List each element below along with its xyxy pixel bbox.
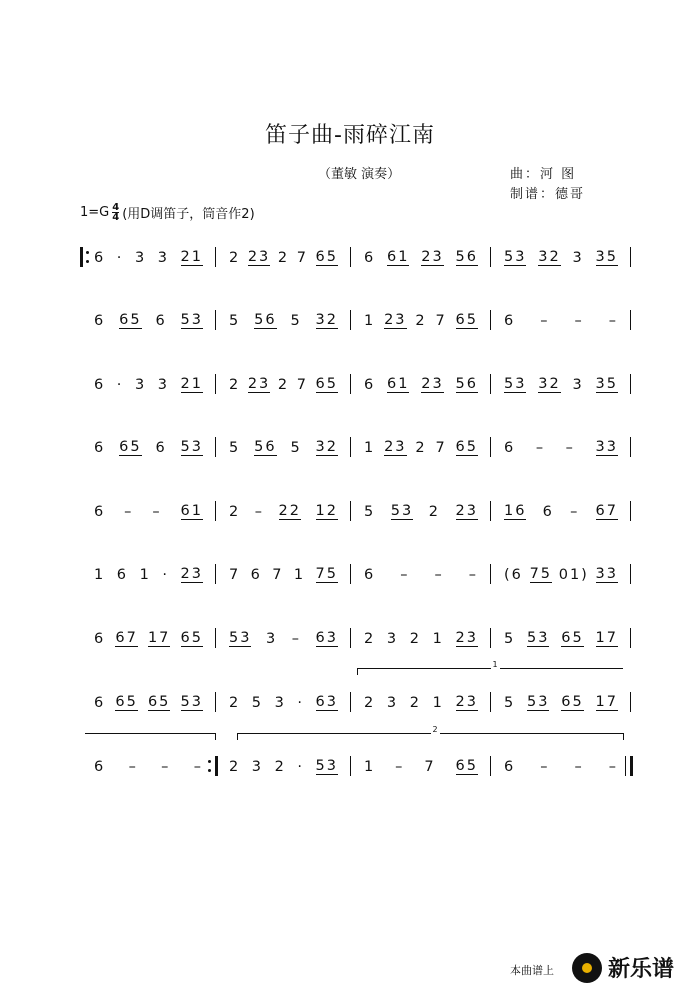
note: 1 [432,630,444,647]
barline [630,564,631,584]
note: 6 [250,566,262,583]
measure [352,433,490,463]
measure [492,497,630,527]
note: 53 [504,375,527,392]
note: 2 [409,630,421,647]
note: 2 [229,758,241,775]
score-line [80,497,640,527]
note: · [297,758,304,775]
note: 17 [147,629,171,646]
measure [352,624,490,654]
note: – [535,439,546,456]
note: 6 [504,439,516,456]
logo-text: 新乐谱 [608,957,675,982]
measure [82,497,215,527]
time-top: 4 [112,202,120,213]
note: 23 [384,311,407,328]
note: 2 [229,503,241,520]
note: – [540,758,550,775]
score-line [80,243,640,273]
note: 35 [595,248,618,265]
note: 5 [504,694,516,711]
note: 6 [94,439,106,456]
note: – [608,312,618,329]
note: 2 [277,249,290,266]
note: 2 [274,758,286,775]
note: 6 [94,630,106,647]
measure [82,243,215,273]
barline [490,692,491,712]
barline [630,756,633,776]
note: 65 [561,693,584,710]
measure [217,433,350,463]
measure [82,688,215,718]
measure [217,624,350,654]
note: – [193,758,203,775]
note: 65 [455,311,478,328]
measure [82,433,215,463]
note: 6 [155,312,167,329]
note: 5 [229,312,241,329]
note: · [116,249,124,266]
note: 1 [432,694,444,711]
note: 3 [572,376,584,393]
note: 3 [265,630,278,647]
note: – [434,566,444,583]
note: 65 [119,311,142,328]
note: – [291,630,301,647]
note: 65 [455,757,478,774]
barline [630,628,631,648]
note: 6 [116,566,129,583]
note: 56 [455,375,478,392]
measure [217,497,350,527]
note: 6 [364,249,376,266]
barline [490,247,491,267]
barline [215,501,216,521]
performer-label: （董敏 演奏） [318,167,401,182]
note: 53 [180,693,203,710]
note: 23 [455,693,478,710]
composer-label: 曲：河 图 [510,167,577,182]
measure [217,752,350,782]
note: 21 [180,248,203,265]
barline [350,437,351,457]
note: 21 [180,375,203,392]
note: 2 [364,694,376,711]
barline [490,756,491,776]
barline [350,564,351,584]
measure [352,752,490,782]
note: 65 [115,693,138,710]
note: 16 [504,502,527,519]
note: 6 [94,758,106,775]
barline [350,692,351,712]
note: 23 [455,502,478,519]
note: 3 [251,758,264,775]
note: – [570,503,580,520]
barline [350,501,351,521]
note: 2 [364,630,376,647]
measure [217,688,350,718]
note: 5 [364,503,376,520]
note: 63 [315,629,338,646]
note: 1 [364,312,376,329]
note: 61 [387,375,410,392]
note: – [152,503,162,520]
note: 1 [364,758,376,775]
barline [350,310,351,330]
note: 67 [115,629,138,646]
note: 2 [277,376,290,393]
note: 53 [229,629,252,646]
note: – [468,566,478,583]
note: 6 [542,503,554,520]
note: 65 [315,248,338,265]
measure [217,370,350,400]
note: 6 [94,249,106,266]
barline [215,564,216,584]
note: 3 [386,694,399,711]
measure [352,370,490,400]
measure [492,370,630,400]
note: – [608,758,618,775]
note: 56 [254,311,277,328]
note: 1 [364,439,376,456]
score-line [80,306,640,336]
note: 1 [139,566,151,583]
note: 3 [386,630,399,647]
note: – [565,439,575,456]
barline [630,501,631,521]
note: (6 [504,566,523,583]
measure [492,243,630,273]
note: 2 [409,694,421,711]
note: 6 [94,376,106,393]
measure [352,497,490,527]
note: 32 [538,375,561,392]
note: 32 [315,311,338,328]
barline [490,564,491,584]
note: 53 [504,248,527,265]
note: 23 [455,629,478,646]
note: 6 [94,312,106,329]
measure [492,560,630,590]
record-disc-icon [572,953,602,983]
note: 5 [229,439,241,456]
volta-2-label: 2 [432,725,438,734]
barline [490,310,491,330]
note: 2 [229,694,241,711]
note: 6 [364,376,376,393]
note: 65 [147,693,171,710]
note: 32 [315,438,338,455]
measure [82,306,215,336]
footer-text: 本曲谱上 [510,964,554,977]
measure [492,624,630,654]
score-line [80,433,640,463]
time-signature [112,203,119,222]
measure [82,560,215,590]
score-line [80,370,640,400]
note: 65 [561,629,584,646]
note: 7 [296,376,308,393]
note: 6 [94,503,106,520]
note: 53 [527,693,550,710]
measure [492,306,630,336]
volta-1-label: 1 [492,660,498,669]
note: 35 [595,375,618,392]
barline [630,437,631,457]
note: – [124,503,134,520]
transcriber-label: 制谱：德哥 [510,187,586,202]
volta-1-bracket [357,660,623,675]
score-line [80,560,640,590]
note: 63 [315,693,338,710]
measure [492,752,630,782]
note: 23 [384,438,407,455]
note: 7 [296,249,308,266]
note: 1 [94,566,106,583]
score-line [80,688,640,718]
barline [630,374,631,394]
note: 61 [180,502,203,519]
barline [215,628,216,648]
note: 7 [272,566,284,583]
note: 53 [390,502,414,519]
barline [490,437,491,457]
barline [630,310,631,330]
measure [352,243,490,273]
note: 2 [428,503,440,520]
note: 6 [504,312,516,329]
note: 56 [254,438,277,455]
note: – [254,503,265,520]
note: – [128,758,138,775]
note: 6 [504,758,516,775]
note: 23 [180,565,203,582]
note: 17 [595,693,618,710]
note: 65 [455,438,478,455]
site-logo [572,952,674,983]
note: 6 [155,439,167,456]
note: – [574,312,584,329]
note: 61 [387,248,410,265]
note: 2 [229,376,241,393]
note: 2 [229,249,241,266]
volta-2-bracket [237,725,624,740]
note: 5 [504,630,516,647]
barline [490,501,491,521]
measure [352,688,490,718]
barline [215,374,216,394]
note: 3 [157,376,169,393]
song-title: 笛子曲-雨碎江南 [265,123,435,148]
note: – [400,566,410,583]
barline [215,310,216,330]
key-signature [80,203,255,222]
measure [492,433,630,463]
note: 3 [157,249,169,266]
note: 6 [94,694,106,711]
note: 23 [247,375,271,392]
note: 7 [424,758,436,775]
note: 1 [293,566,306,583]
note: 2 [415,312,427,329]
note: 12 [315,502,338,519]
note: 75 [315,565,338,582]
barline [215,692,216,712]
key-prefix: 1=G [80,205,110,220]
measure [352,306,490,336]
score-line [80,752,640,782]
barline [215,437,216,457]
barline [630,247,631,267]
note: 75 [529,565,553,582]
note: 23 [247,248,271,265]
note: 53 [180,438,203,455]
note: 7 [229,566,241,583]
note: · [116,376,124,393]
time-bottom: 4 [112,212,120,223]
barline [490,374,491,394]
note: – [161,758,171,775]
note: 3 [134,249,147,266]
note: 3 [274,694,286,711]
note: 65 [315,375,338,392]
note: 2 [415,439,427,456]
barline [215,247,216,267]
note: 67 [595,502,618,519]
note: 53 [180,311,203,328]
note: 33 [595,565,618,582]
measure [82,370,215,400]
measure [82,624,215,654]
note: 3 [134,376,147,393]
note: 3 [572,249,584,266]
measure [217,306,350,336]
note: 17 [595,629,618,646]
note: – [574,758,584,775]
note: 5 [251,694,264,711]
note: 53 [527,629,550,646]
note: – [395,758,405,775]
note: 56 [455,248,478,265]
note: 22 [278,502,301,519]
barline [350,628,351,648]
measure [217,560,350,590]
barline [630,692,631,712]
note: 7 [435,312,447,329]
measure [217,243,350,273]
note: 32 [538,248,561,265]
key-note: (用D调笛子，筒音作2) [122,207,255,222]
barline [350,756,351,776]
note: 53 [315,757,338,774]
barline [350,374,351,394]
note: 5 [290,439,302,456]
note: · [162,566,169,583]
note: 5 [290,312,302,329]
note: 6 [364,566,376,583]
note: 65 [119,438,142,455]
barline [490,628,491,648]
score-line [80,624,640,654]
note: 23 [421,248,444,265]
barline [350,247,351,267]
note: 23 [421,375,444,392]
measure [82,752,215,782]
note: 65 [180,629,203,646]
measure [352,560,490,590]
note: 33 [595,438,618,455]
measure [492,688,630,718]
note: 7 [435,439,447,456]
note: 01) [558,566,589,583]
note: – [540,312,550,329]
volta-1-end [85,733,216,740]
note: · [297,694,304,711]
